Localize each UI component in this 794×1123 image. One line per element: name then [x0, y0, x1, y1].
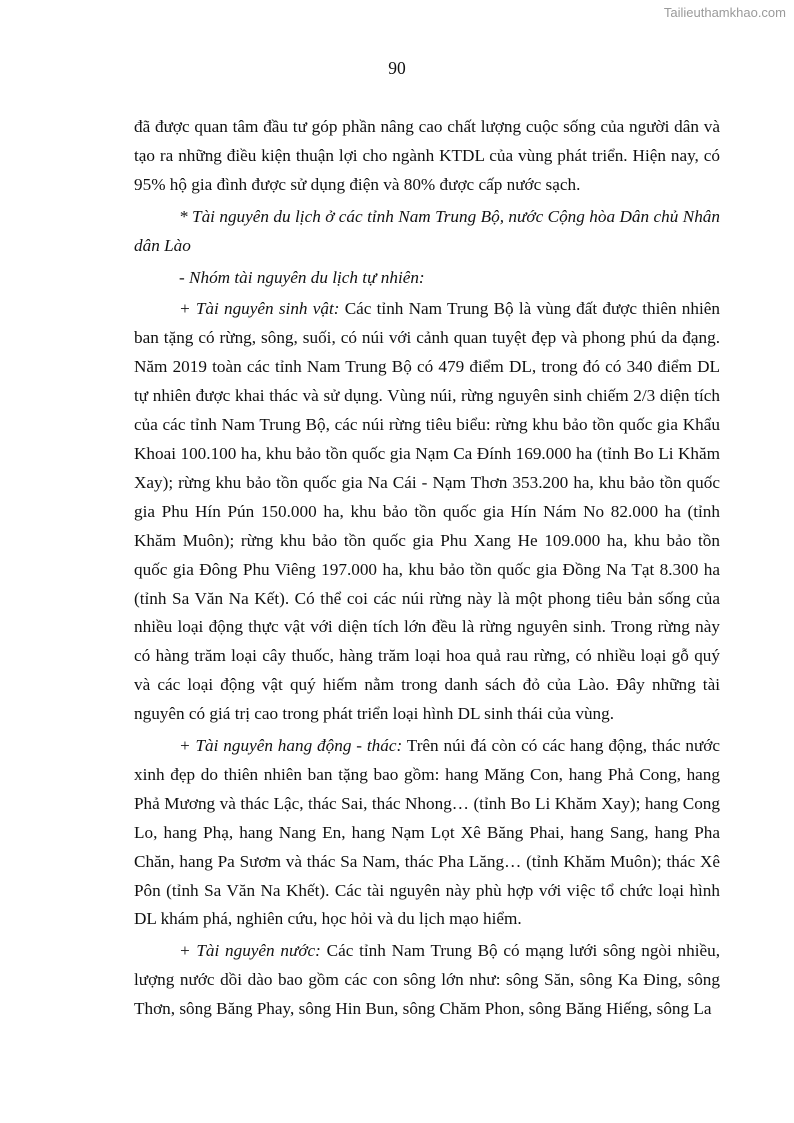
paragraph-caves-waterfalls: [134, 732, 720, 934]
subsection-heading: - Nhóm tài nguyên du lịch tự nhiên:: [179, 267, 425, 287]
paragraph-biological-resources: [134, 295, 720, 729]
paragraph-text: Các tỉnh Nam Trung Bộ có mạng lưới sông ngòi nhiều, lượng nước dồi dào bao gồm các con sông lớn như: sông Săn, sông Ka Đing, sông Thơn, sông Băng Phay, sông Hin Bun, sông Chăm Phon, sông Băng Hiếng, sông La: [134, 941, 721, 1019]
paragraph-intro: đã được quan tâm đầu tư góp phần nâng cao chất lượng cuộc sống của người dân và tạo ra những điều kiện thuận lợi cho ngành KTDL của vùng phát triển. Hiện nay, có 95% hộ gia đình được sử dụng điện và 80% được cấp nước sạch.: [134, 117, 720, 194]
paragraph-label: + Tài nguyên hang động - thác:: [179, 736, 403, 756]
paragraph-label: + Tài nguyên sinh vật:: [179, 299, 340, 319]
page-body: [134, 113, 720, 1024]
paragraph-text: Trên núi đá còn có các hang động, thác nước xinh đẹp do thiên nhiên ban tặng bao gồm: hang Măng Con, hang Phả Cong, hang Phả Mương và thác Lậc, thác Sai, thác Nhong… (tỉnh Bo Li Khăm Xay); hang Cong Lo, hang Phạ, hang Nang En, hang Nạm Lọt Xê Băng Phai, hang Sang, hang Pha Chăn, hang Pa Sươm và thác Sa Nam, thác Pha Lăng… (tỉnh Khăm Muôn); thác Xê Pôn (tỉnh Sa Văn Na Khết). Các tài nguyên này phù hợp với việc tổ chức loại hình DL khám phá, nghiên cứu, học hỏi và du lịch mạo hiểm.: [134, 736, 720, 929]
paragraph-label: + Tài nguyên nước:: [179, 941, 321, 961]
page-number: 90: [388, 58, 406, 78]
paragraph-water-resources: [134, 937, 720, 1024]
paragraph-text: Các tỉnh Nam Trung Bộ là vùng đất được thiên nhiên ban tặng có rừng, sông, suối, có núi với cảnh quan tuyệt đẹp và phong phú da đạng. Năm 2019 toàn các tỉnh Nam Trung Bộ có 479 điểm DL, trong đó có 340 điểm DL tự nhiên được khai thác và sử dụng. Vùng núi, rừng nguyên sinh chiếm 2/3 diện tích của các tỉnh Nam Trung Bộ, các núi rừng tiêu biểu: rừng khu bảo tồn quốc gia Khẩu Khoai 100.100 ha, khu bảo tồn quốc gia Nạm Ca Đính 169.000 ha (tỉnh Bo Li Khăm Xay); rừng khu bảo tồn quốc gia Na Cái - Nạm Thơn 353.200 ha, khu bảo tồn quốc gia Phu Hín Pún 150.000 ha, khu bảo tồn quốc gia Hín Nám No 82.000 ha (tỉnh Khăm Muôn); rừng khu bảo tồn quốc gia Phu Xang He 109.000 ha, khu bảo tồn quốc gia Đông Phu Viêng 197.000 ha, khu bảo tồn quốc gia Đồng Na Tạt 8.300 ha (tỉnh Sa Văn Na Kết). Có thể coi các núi rừng này là một phong tiêu bản sống của nhiều loại động thực vật với diện tích lớn đều là rừng nguyên sinh. Trong rừng này có hàng trăm loại cây thuốc, hàng trăm loại hoa quả rau rừng, có nhiều loại gỗ quý và các loại động vật quý hiếm nằm trong danh sách đỏ của Lào. Đây những tài nguyên có giá trị cao trong phát triển loại hình DL sinh thái của vùng.: [134, 299, 720, 724]
watermark: Tailieuthamkhao.com: [663, 5, 786, 20]
section-heading: * Tài nguyên du lịch ở các tỉnh Nam Trung Bộ, nước Cộng hòa Dân chủ Nhân dân Lào: [134, 206, 720, 255]
